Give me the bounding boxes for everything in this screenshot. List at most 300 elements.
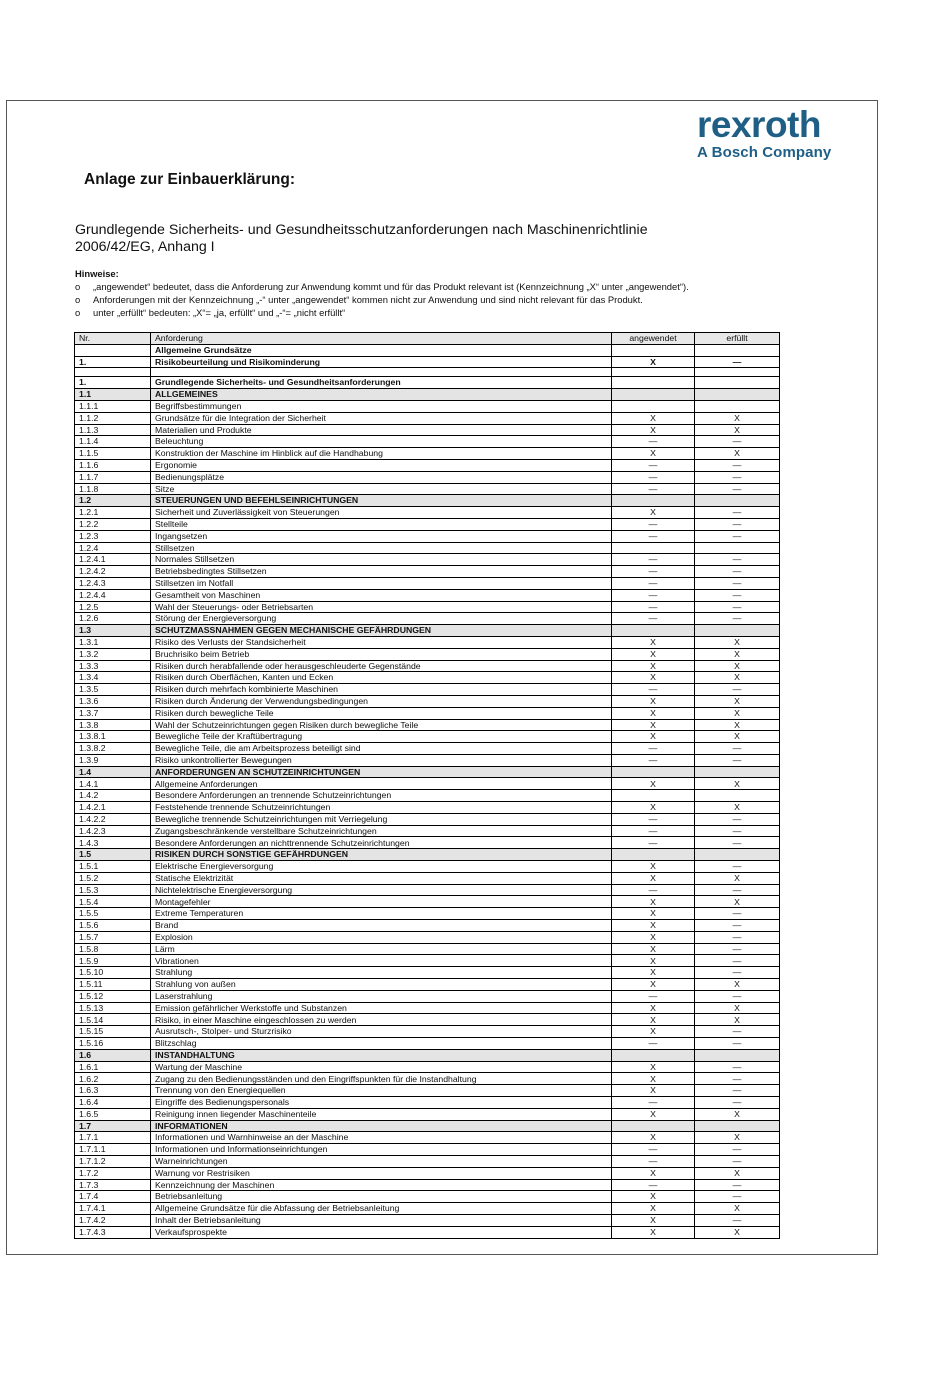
row-fulfilled: [695, 542, 780, 554]
row-applied: X: [612, 1203, 695, 1215]
logo-wordmark: rexroth: [697, 104, 821, 145]
table-row: [75, 731, 780, 743]
row-applied: —: [612, 754, 695, 766]
row-number: 1.2: [75, 495, 151, 507]
table-row: [75, 672, 780, 684]
table-row: [75, 518, 780, 530]
table-row: [75, 589, 780, 601]
row-requirement: Störung der Energieversorgung: [151, 613, 612, 625]
row-fulfilled: —: [695, 861, 780, 873]
row-applied: —: [612, 436, 695, 448]
column-header-applied: angewendet: [612, 333, 695, 345]
row-applied: X: [612, 872, 695, 884]
row-number: 1.3.7: [75, 707, 151, 719]
row-requirement: Montagefehler: [151, 896, 612, 908]
row-fulfilled: X: [695, 424, 780, 436]
table-row: [75, 471, 780, 483]
row-requirement: Risiken durch Änderung der Verwendungsbedingungen: [151, 695, 612, 707]
row-number: 1.2.2: [75, 518, 151, 530]
row-applied: X: [612, 920, 695, 932]
row-number: 1.3.6: [75, 695, 151, 707]
row-requirement: Emission gefährlicher Werkstoffe und Substanzen: [151, 1002, 612, 1014]
row-applied: X: [612, 1191, 695, 1203]
row-number: 1.5.4: [75, 896, 151, 908]
row-applied: —: [612, 837, 695, 849]
table-row: [75, 377, 780, 389]
row-fulfilled: —: [695, 813, 780, 825]
table-row: [75, 990, 780, 1002]
row-fulfilled: —: [695, 684, 780, 696]
row-applied: —: [612, 1038, 695, 1050]
row-applied: X: [612, 660, 695, 672]
row-requirement: Wahl der Schutzeinrichtungen gegen Risiken durch bewegliche Teile: [151, 719, 612, 731]
table-row: [75, 1120, 780, 1132]
row-requirement: Stillsetzen: [151, 542, 612, 554]
row-requirement: Warneinrichtungen: [151, 1155, 612, 1167]
row-number: 1.1.8: [75, 483, 151, 495]
table-row: [75, 967, 780, 979]
row-requirement: Risiko, in einer Maschine eingeschlossen zu werden: [151, 1014, 612, 1026]
row-number: 1.1: [75, 389, 151, 401]
row-fulfilled: X: [695, 1167, 780, 1179]
row-applied: X: [612, 1002, 695, 1014]
row-applied: X: [612, 1014, 695, 1026]
row-applied: —: [612, 1155, 695, 1167]
row-number: 1.2.5: [75, 601, 151, 613]
row-requirement: Statische Elektrizität: [151, 872, 612, 884]
row-applied: —: [612, 1144, 695, 1156]
table-row: [75, 931, 780, 943]
table-row: [75, 389, 780, 401]
row-fulfilled: [695, 790, 780, 802]
column-header-nr: Nr.: [75, 333, 151, 345]
row-fulfilled: X: [695, 636, 780, 648]
column-header-requirement: Anforderung: [151, 333, 612, 345]
row-fulfilled: [695, 389, 780, 401]
row-fulfilled: —: [695, 613, 780, 625]
row-fulfilled: X: [695, 448, 780, 460]
row-applied: —: [612, 530, 695, 542]
row-requirement: Bedienungsplätze: [151, 471, 612, 483]
row-requirement: Sicherheit und Zuverlässigkeit von Steuerungen: [151, 507, 612, 519]
row-fulfilled: [695, 1120, 780, 1132]
row-number: 1.5.11: [75, 979, 151, 991]
table-row: [75, 1049, 780, 1061]
row-requirement: Kennzeichnung der Maschinen: [151, 1179, 612, 1191]
row-requirement: Sitze: [151, 483, 612, 495]
hint-item: o „angewendet“ bedeutet, dass die Anforderung zur Anwendung kommt und für das Produkt relevant ist (Kennzeichnung „X“ unter „angewendet“).: [75, 281, 689, 292]
table-row: [75, 1026, 780, 1038]
row-fulfilled: —: [695, 967, 780, 979]
table-row: [75, 861, 780, 873]
hints-section: [75, 267, 855, 319]
row-applied: X: [612, 955, 695, 967]
row-fulfilled: X: [695, 1002, 780, 1014]
table-row: [75, 1144, 780, 1156]
row-applied: —: [612, 990, 695, 1002]
row-applied: X: [612, 648, 695, 660]
row-applied: X: [612, 967, 695, 979]
table-row: [75, 625, 780, 637]
row-fulfilled: —: [695, 837, 780, 849]
row-applied: X: [612, 672, 695, 684]
row-applied: [612, 368, 695, 377]
row-number: 1.5: [75, 849, 151, 861]
row-number: 1.7: [75, 1120, 151, 1132]
row-fulfilled: X: [695, 979, 780, 991]
row-fulfilled: X: [695, 1108, 780, 1120]
table-row: [75, 920, 780, 932]
row-applied: X: [612, 1226, 695, 1238]
row-fulfilled: X: [695, 1203, 780, 1215]
table-row: [75, 849, 780, 861]
row-fulfilled: [695, 849, 780, 861]
row-applied: [612, 1049, 695, 1061]
table-row: [75, 356, 780, 368]
row-number: 1.3.8: [75, 719, 151, 731]
row-requirement: Betriebsbedingtes Stillsetzen: [151, 566, 612, 578]
row-requirement: Blitzschlag: [151, 1038, 612, 1050]
row-number: 1.4.2.2: [75, 813, 151, 825]
row-number: 1.3.3: [75, 660, 151, 672]
row-number: 1.7.4.3: [75, 1226, 151, 1238]
row-fulfilled: X: [695, 872, 780, 884]
row-applied: X: [612, 802, 695, 814]
row-fulfilled: —: [695, 518, 780, 530]
row-fulfilled: [695, 625, 780, 637]
row-number: 1.2.4.4: [75, 589, 151, 601]
row-fulfilled: —: [695, 743, 780, 755]
table-row: [75, 636, 780, 648]
row-requirement: Gesamtheit von Maschinen: [151, 589, 612, 601]
row-applied: X: [612, 1167, 695, 1179]
table-row: [75, 766, 780, 778]
row-requirement: Konstruktion der Maschine im Hinblick auf die Handhabung: [151, 448, 612, 460]
row-requirement: Ausrutsch-, Stolper- und Sturzrisiko: [151, 1026, 612, 1038]
row-applied: X: [612, 636, 695, 648]
hint-item: o Anforderungen mit der Kennzeichnung „-“ unter „angewendet“ kommen nicht zur Anwendung und sind nicht relevant für das Produkt.: [75, 294, 643, 305]
row-fulfilled: X: [695, 1014, 780, 1026]
row-applied: X: [612, 778, 695, 790]
table-row: [75, 790, 780, 802]
row-requirement: Allgemeine Grundsätze für die Abfassung der Betriebsanleitung: [151, 1203, 612, 1215]
row-number: 1.3: [75, 625, 151, 637]
table-row: [75, 1132, 780, 1144]
row-number: 1.1.7: [75, 471, 151, 483]
row-requirement: Stellteile: [151, 518, 612, 530]
table-row: [75, 884, 780, 896]
row-number: 1.2.3: [75, 530, 151, 542]
row-requirement: Feststehende trennende Schutzeinrichtungen: [151, 802, 612, 814]
row-applied: X: [612, 1108, 695, 1120]
table-row: [75, 695, 780, 707]
table-row: [75, 400, 780, 412]
row-requirement: Informationen und Warnhinweise an der Maschine: [151, 1132, 612, 1144]
row-number: 1.: [75, 377, 151, 389]
table-body: [75, 344, 780, 1238]
row-number: 1.4.3: [75, 837, 151, 849]
row-fulfilled: X: [695, 731, 780, 743]
row-requirement: Extreme Temperaturen: [151, 908, 612, 920]
row-number: 1.3.8.1: [75, 731, 151, 743]
row-applied: [612, 377, 695, 389]
row-fulfilled: —: [695, 554, 780, 566]
row-number: 1.2.4.1: [75, 554, 151, 566]
row-applied: [612, 389, 695, 401]
row-applied: X: [612, 979, 695, 991]
row-requirement: Betriebsanleitung: [151, 1191, 612, 1203]
row-number: 1.6: [75, 1049, 151, 1061]
table-row: [75, 813, 780, 825]
row-applied: X: [612, 719, 695, 731]
row-requirement: Warnung vor Restrisiken: [151, 1167, 612, 1179]
row-applied: —: [612, 566, 695, 578]
row-fulfilled: —: [695, 825, 780, 837]
row-applied: —: [612, 825, 695, 837]
row-requirement: Zugang zu den Bedienungsständen und den Eingriffspunkten für die Instandhaltung: [151, 1073, 612, 1085]
row-applied: —: [612, 459, 695, 471]
row-requirement: Wahl der Steuerungs- oder Betriebsarten: [151, 601, 612, 613]
row-requirement: Elektrische Energieversorgung: [151, 861, 612, 873]
row-requirement: Trennung von den Energiequellen: [151, 1085, 612, 1097]
table-row: [75, 908, 780, 920]
row-applied: X: [612, 1073, 695, 1085]
row-applied: [612, 344, 695, 356]
row-applied: X: [612, 356, 695, 368]
row-applied: —: [612, 613, 695, 625]
row-requirement: Stillsetzen im Notfall: [151, 577, 612, 589]
row-number: 1.3.8.2: [75, 743, 151, 755]
row-requirement: Risiko unkontrollierter Bewegungen: [151, 754, 612, 766]
row-applied: —: [612, 577, 695, 589]
row-number: 1.5.15: [75, 1026, 151, 1038]
row-fulfilled: —: [695, 908, 780, 920]
row-fulfilled: X: [695, 802, 780, 814]
row-number: 1.5.5: [75, 908, 151, 920]
row-fulfilled: X: [695, 648, 780, 660]
row-requirement: Beleuchtung: [151, 436, 612, 448]
row-fulfilled: —: [695, 1191, 780, 1203]
row-number: 1.5.9: [75, 955, 151, 967]
row-number: 1.2.6: [75, 613, 151, 625]
row-applied: —: [612, 554, 695, 566]
row-number: 1.5.1: [75, 861, 151, 873]
row-requirement: Zugangsbeschränkende verstellbare Schutzeinrichtungen: [151, 825, 612, 837]
row-requirement: Wartung der Maschine: [151, 1061, 612, 1073]
table-row: [75, 719, 780, 731]
row-fulfilled: —: [695, 1155, 780, 1167]
table-row: [75, 778, 780, 790]
row-requirement: Begriffsbestimmungen: [151, 400, 612, 412]
row-requirement: Vibrationen: [151, 955, 612, 967]
requirements-table: [74, 332, 780, 1239]
row-fulfilled: —: [695, 1179, 780, 1191]
row-number: 1.3.2: [75, 648, 151, 660]
row-fulfilled: —: [695, 459, 780, 471]
row-applied: X: [612, 896, 695, 908]
row-number: 1.6.5: [75, 1108, 151, 1120]
row-fulfilled: [695, 368, 780, 377]
table-row: [75, 1002, 780, 1014]
row-requirement: Bewegliche trennende Schutzeinrichtungen mit Verriegelung: [151, 813, 612, 825]
table-row: [75, 601, 780, 613]
row-fulfilled: X: [695, 719, 780, 731]
table-row: [75, 979, 780, 991]
row-requirement: Nichtelektrische Energieversorgung: [151, 884, 612, 896]
document-subtitle: Grundlegende Sicherheits- und Gesundheitsschutzanforderungen nach Maschinenrichtlinie 2006/42/EG, Anhang I: [75, 222, 648, 255]
row-requirement: [151, 368, 612, 377]
row-fulfilled: —: [695, 1026, 780, 1038]
row-applied: [612, 790, 695, 802]
row-fulfilled: —: [695, 1061, 780, 1073]
row-applied: X: [612, 412, 695, 424]
row-requirement: RISIKEN DURCH SONSTIGE GEFÄHRDUNGEN: [151, 849, 612, 861]
table-row: [75, 1203, 780, 1215]
hint-item: o unter „erfüllt“ bedeuten: „X“= „ja, erfüllt“ und „-“= „nicht erfüllt“: [75, 307, 346, 318]
row-number: 1.4: [75, 766, 151, 778]
row-requirement: SCHUTZMASSNAHMEN GEGEN MECHANISCHE GEFÄHRDUNGEN: [151, 625, 612, 637]
row-fulfilled: —: [695, 507, 780, 519]
row-applied: X: [612, 1085, 695, 1097]
row-number: 1.2.4.2: [75, 566, 151, 578]
row-number: 1.3.1: [75, 636, 151, 648]
row-number: 1.2.1: [75, 507, 151, 519]
row-number: 1.7.2: [75, 1167, 151, 1179]
row-applied: —: [612, 518, 695, 530]
table-row: [75, 743, 780, 755]
table-row: [75, 1108, 780, 1120]
row-requirement: Risiken durch herabfallende oder herausgeschleuderte Gegenstände: [151, 660, 612, 672]
row-applied: —: [612, 684, 695, 696]
row-applied: X: [612, 1214, 695, 1226]
table-row: [75, 483, 780, 495]
row-fulfilled: —: [695, 884, 780, 896]
row-requirement: Besondere Anforderungen an nichttrennende Schutzeinrichtungen: [151, 837, 612, 849]
row-requirement: Explosion: [151, 931, 612, 943]
row-number: 1.7.1.1: [75, 1144, 151, 1156]
row-applied: [612, 766, 695, 778]
table-row: [75, 448, 780, 460]
row-number: 1.3.5: [75, 684, 151, 696]
bullet-icon: o: [75, 294, 81, 305]
row-requirement: Besondere Anforderungen an trennende Schutzeinrichtungen: [151, 790, 612, 802]
row-applied: [612, 400, 695, 412]
row-fulfilled: —: [695, 1073, 780, 1085]
logo-tagline: A Bosch Company: [697, 144, 832, 161]
table-row: [75, 412, 780, 424]
row-fulfilled: —: [695, 1097, 780, 1109]
row-fulfilled: —: [695, 1144, 780, 1156]
row-number: 1.3.9: [75, 754, 151, 766]
row-number: 1.5.12: [75, 990, 151, 1002]
row-requirement: ALLGEMEINES: [151, 389, 612, 401]
row-fulfilled: —: [695, 1214, 780, 1226]
row-number: 1.5.7: [75, 931, 151, 943]
row-number: 1.5.3: [75, 884, 151, 896]
row-applied: X: [612, 707, 695, 719]
row-fulfilled: X: [695, 672, 780, 684]
row-fulfilled: —: [695, 754, 780, 766]
row-number: 1.4.2: [75, 790, 151, 802]
row-requirement: Eingriffe des Bedienungspersonals: [151, 1097, 612, 1109]
table-row: [75, 368, 780, 377]
row-number: 1.1.5: [75, 448, 151, 460]
row-fulfilled: [695, 766, 780, 778]
hints-title: Hinweise:: [75, 268, 119, 279]
row-number: 1.6.4: [75, 1097, 151, 1109]
table-row: [75, 754, 780, 766]
table-row: [75, 684, 780, 696]
row-fulfilled: —: [695, 955, 780, 967]
table-row: [75, 648, 780, 660]
row-requirement: Allgemeine Grundsätze: [151, 344, 612, 356]
row-requirement: Laserstrahlung: [151, 990, 612, 1002]
row-number: 1.2.4.3: [75, 577, 151, 589]
table-row: [75, 542, 780, 554]
row-number: 1.1.3: [75, 424, 151, 436]
table-row: [75, 943, 780, 955]
row-requirement: ANFORDERUNGEN AN SCHUTZEINRICHTUNGEN: [151, 766, 612, 778]
row-applied: —: [612, 483, 695, 495]
table-row: [75, 613, 780, 625]
row-applied: X: [612, 424, 695, 436]
row-requirement: Inhalt der Betriebsanleitung: [151, 1214, 612, 1226]
row-requirement: Ergonomie: [151, 459, 612, 471]
table-row: [75, 1214, 780, 1226]
row-fulfilled: —: [695, 1038, 780, 1050]
table-row: [75, 1179, 780, 1191]
table-row: [75, 507, 780, 519]
row-requirement: Strahlung von außen: [151, 979, 612, 991]
row-applied: [612, 625, 695, 637]
row-fulfilled: —: [695, 920, 780, 932]
row-requirement: Risikobeurteilung und Risikominderung: [151, 356, 612, 368]
row-requirement: Informationen und Informationseinrichtungen: [151, 1144, 612, 1156]
table-row: [75, 802, 780, 814]
row-applied: X: [612, 931, 695, 943]
row-number: 1.5.8: [75, 943, 151, 955]
table-row: [75, 707, 780, 719]
row-number: 1.7.3: [75, 1179, 151, 1191]
table-header-row: [75, 333, 780, 345]
row-number: 1.1.6: [75, 459, 151, 471]
row-fulfilled: [695, 377, 780, 389]
row-requirement: STEUERUNGEN UND BEFEHLSEINRICHTUNGEN: [151, 495, 612, 507]
row-fulfilled: X: [695, 412, 780, 424]
row-applied: —: [612, 589, 695, 601]
table-row: [75, 1038, 780, 1050]
row-number: 1.4.2.1: [75, 802, 151, 814]
table-row: [75, 1073, 780, 1085]
row-applied: X: [612, 695, 695, 707]
row-applied: X: [612, 943, 695, 955]
row-applied: —: [612, 471, 695, 483]
row-number: 1.1.4: [75, 436, 151, 448]
row-fulfilled: X: [695, 660, 780, 672]
table-row: [75, 837, 780, 849]
row-number: 1.7.1.2: [75, 1155, 151, 1167]
row-requirement: Materialien und Produkte: [151, 424, 612, 436]
row-requirement: Bewegliche Teile der Kraftübertragung: [151, 731, 612, 743]
row-requirement: Risiken durch mehrfach kombinierte Maschinen: [151, 684, 612, 696]
row-requirement: Brand: [151, 920, 612, 932]
row-fulfilled: [695, 495, 780, 507]
document-title: Anlage zur Einbauerklärung:: [84, 171, 296, 188]
row-applied: [612, 1120, 695, 1132]
company-logo: [697, 105, 857, 161]
row-fulfilled: —: [695, 589, 780, 601]
table-row: [75, 1085, 780, 1097]
